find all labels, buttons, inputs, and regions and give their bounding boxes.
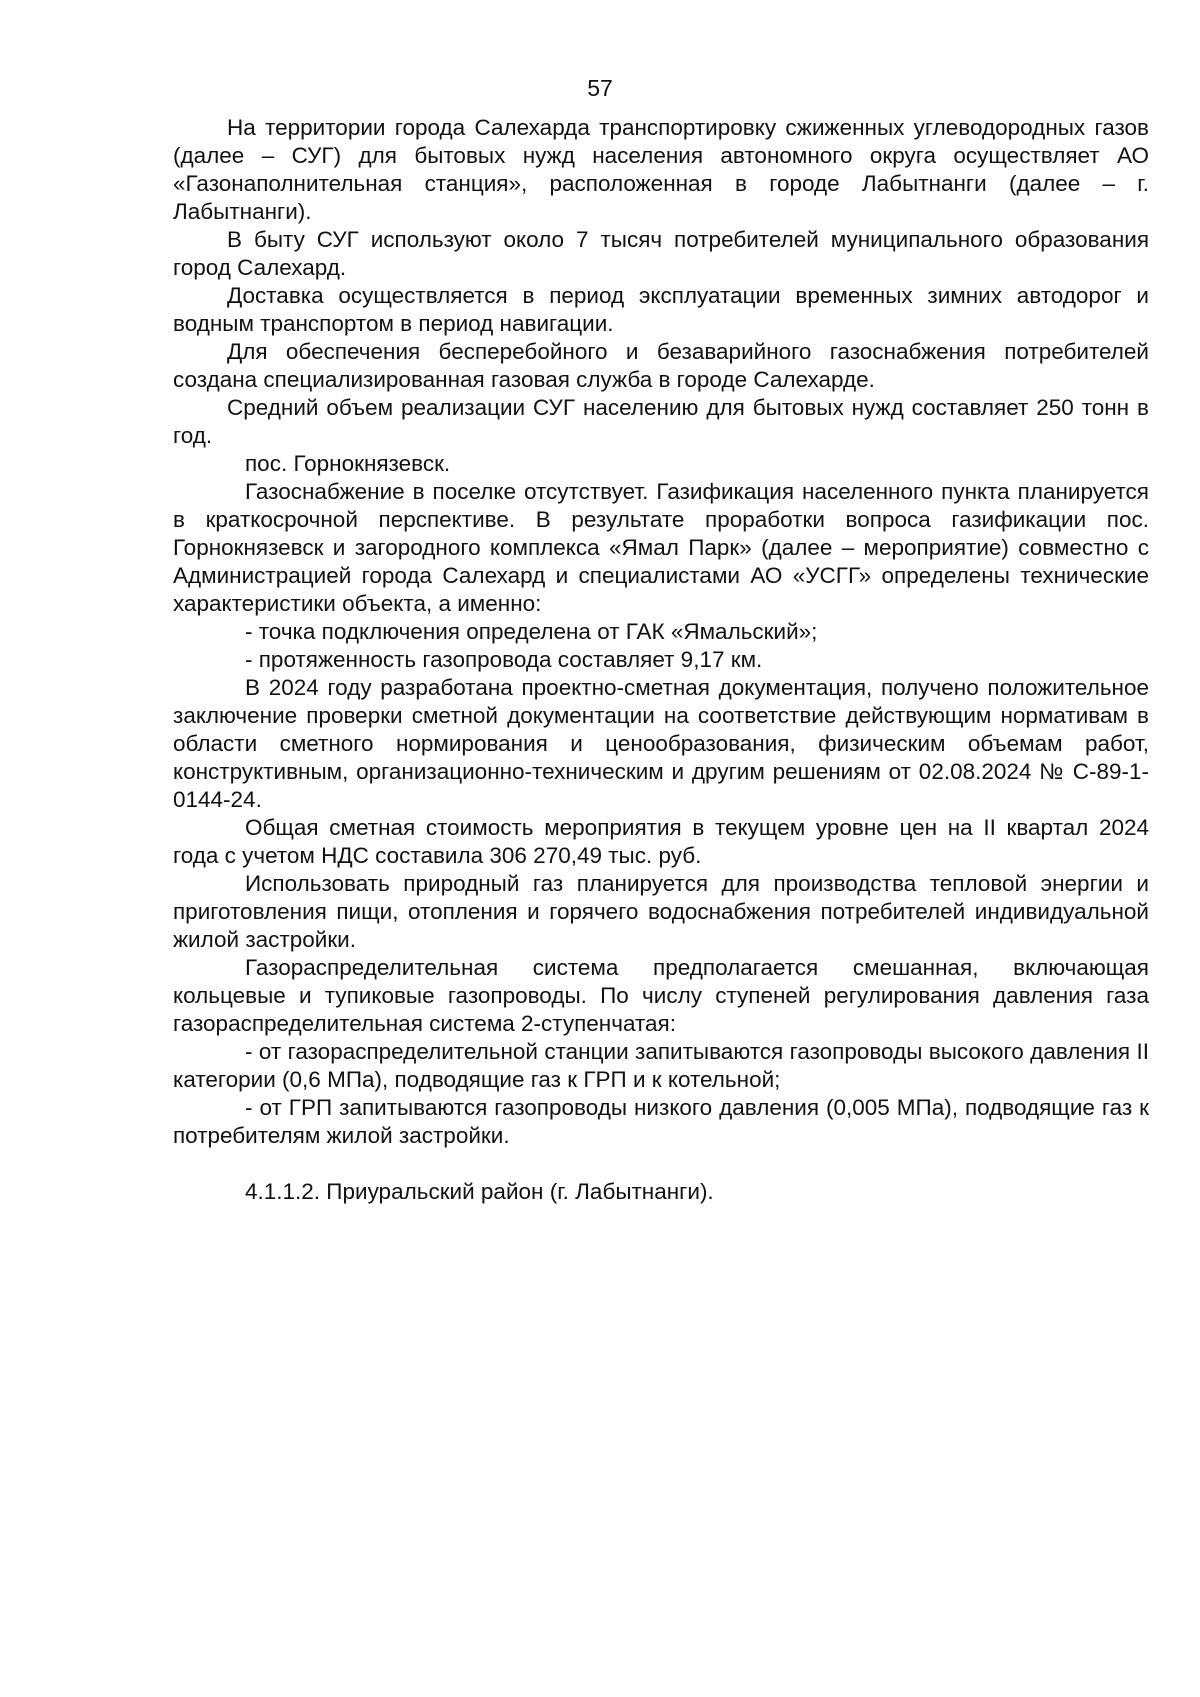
paragraph: Средний объем реализации СУГ населению для бытовых нужд составляет 250 тонн в год. <box>173 395 1149 448</box>
list-item: - точка подключения определена от ГАК «Ямальский»; <box>245 619 818 644</box>
paragraph: Использовать природный газ планируется для производства тепловой энергии и приготовления пищи, отопления и горячего водоснабжения потребителей индивидуальной жилой застройки. <box>173 871 1149 952</box>
section-heading: 4.1.1.2. Приуральский район (г. Лабытнанги). <box>245 1179 714 1204</box>
paragraph: Газоснабжение в поселке отсутствует. Газификация населенного пункта планируется в краткосрочной перспективе. В результате проработки вопроса газификации пос. Горнокнязевск и загородного комплекса «Ямал Парк» (далее – мероприятие) совместно с Администрацией города Салехард и специалистами АО «УСГГ» определены технические характеристики объекта, а именно: <box>173 479 1149 616</box>
paragraph: Газораспределительная система предполагается смешанная, включающая кольцевые и тупиковые газопроводы. По числу ступеней регулирования давления газа газораспределительная система 2-ступенчатая: <box>173 955 1149 1036</box>
list-item: - протяженность газопровода составляет 9,17 км. <box>245 647 763 672</box>
settlement-subheading: пос. Горнокнязевск. <box>245 451 451 476</box>
paragraph: На территории города Салехарда транспортировку сжиженных углеводородных газов (далее – СУГ) для бытовых нужд населения автономного округа осуществляет АО «Газонаполнительная станция», расположенная в городе Лабытнанги (далее – г. Лабытнанги). <box>173 115 1149 224</box>
paragraph: Общая сметная стоимость мероприятия в текущем уровне цен на II квартал 2024 года с учетом НДС составила 306 270,49 тыс. руб. <box>173 815 1149 868</box>
list-item: - от ГРП запитываются газопроводы низкого давления (0,005 МПа), подводящие газ к потребителям жилой застройки. <box>173 1095 1149 1148</box>
paragraph: Доставка осуществляется в период эксплуатации временных зимних автодорог и водным транспортом в период навигации. <box>173 283 1149 336</box>
document-body <box>173 114 1149 1206</box>
paragraph: В быту СУГ используют около 7 тысяч потребителей муниципального образования город Салехард. <box>173 227 1149 280</box>
list-item: - от газораспределительной станции запитываются газопроводы высокого давления II категории (0,6 МПа), подводящие газ к ГРП и к котельной; <box>173 1039 1149 1092</box>
page-number: 57 <box>587 75 613 101</box>
paragraph: В 2024 году разработана проектно-сметная документация, получено положительное заключение проверки сметной документации на соответствие действующим нормативам в области сметного нормирования и ценообразования, физическим объемам работ, конструктивным, организационно-техническим и другим решениям от 02.08.2024 № С-89-1-0144-24. <box>173 675 1149 812</box>
paragraph: Для обеспечения бесперебойного и безаварийного газоснабжения потребителей создана специализированная газовая служба в городе Салехарде. <box>173 339 1149 392</box>
